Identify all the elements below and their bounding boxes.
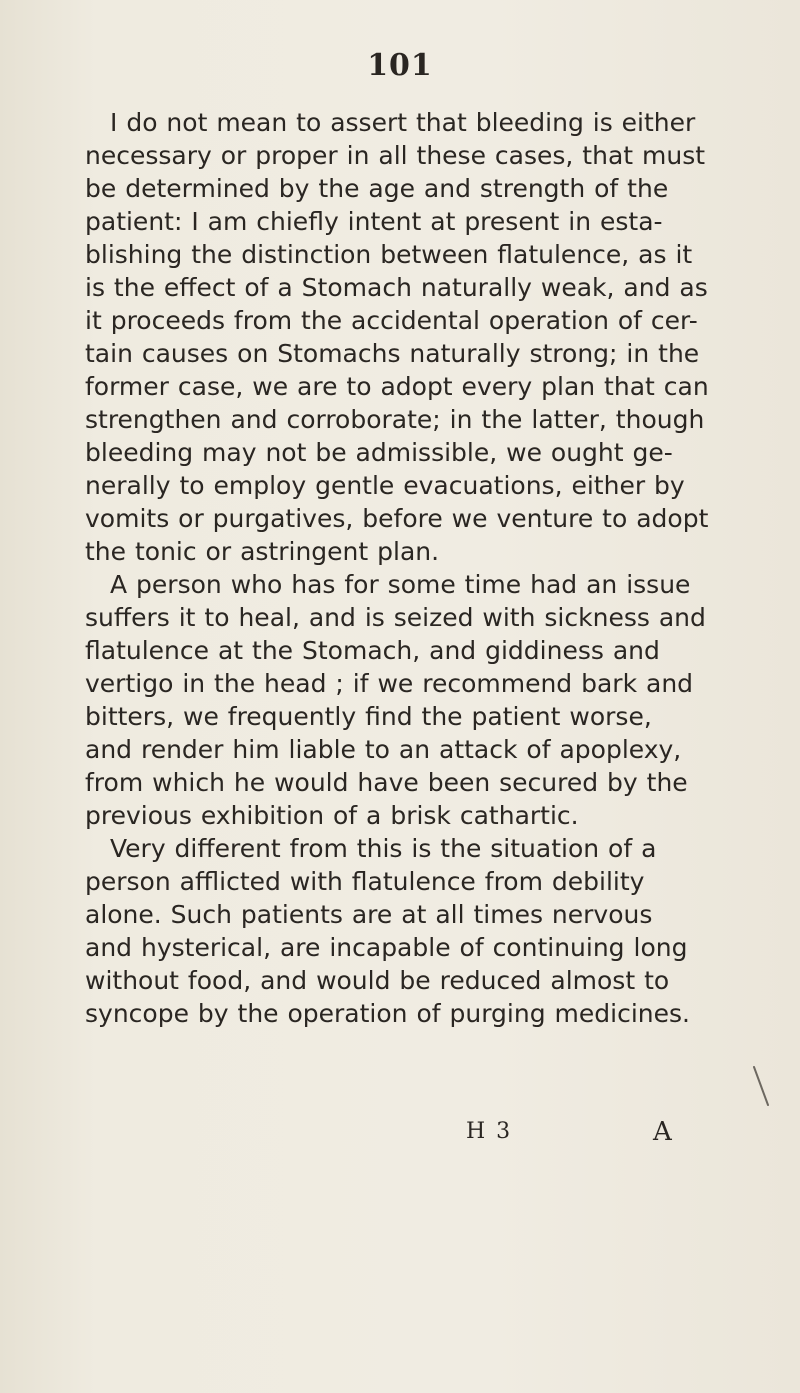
text-line: strengthen and corroborate; in the latter, though [85, 405, 705, 434]
text-line: alone. Such patients are at all times nervous [85, 900, 653, 929]
text-line: tain causes on Stomachs naturally strong; in the [85, 339, 700, 368]
text-line: A person who has for some time had an issue [110, 570, 691, 599]
text-line: and hysterical, are incapable of continuing long [85, 933, 688, 962]
text-line: previous exhibition of a brisk cathartic. [85, 801, 579, 830]
text-line: it proceeds from the accidental operation of cer- [85, 306, 698, 335]
text-line: former case, we are to adopt every plan that can [85, 372, 709, 401]
margin-pencil-mark [752, 1065, 772, 1125]
text-line: patient: I am chiefly intent at present in esta- [85, 207, 663, 236]
text-line: person afflicted with flatulence from debility [85, 867, 645, 896]
page-footer [0, 1119, 800, 1149]
text-line: nerally to employ gentle evacuations, either by [85, 471, 685, 500]
text-line: vertigo in the head ; if we recommend bark and [85, 669, 694, 698]
text-line: bitters, we frequently find the patient worse, [85, 702, 652, 731]
text-line: blishing the distinction between flatulence, as it [85, 240, 693, 269]
text-line: suffers it to heal, and is seized with sickness and [85, 603, 706, 632]
text-line: necessary or proper in all these cases, that must [85, 141, 706, 170]
text-line: from which he would have been secured by the [85, 768, 688, 797]
text-line: without food, and would be reduced almost to [85, 966, 670, 995]
text-line: syncope by the operation of purging medicines. [85, 999, 690, 1028]
text-line: Very different from this is the situation of a [110, 834, 657, 863]
page-number: 101 [367, 48, 433, 83]
text-line: bleeding may not be admissible, we ought ge- [85, 438, 673, 467]
text-line: and render him liable to an attack of apoplexy, [85, 735, 682, 764]
text-line: vomits or purgatives, before we venture to adopt [85, 504, 709, 533]
text-line: be determined by the age and strength of the [85, 174, 669, 203]
signature-mark: H 3 [466, 1119, 513, 1144]
text-line: the tonic or astringent plan. [85, 537, 440, 566]
text-line: I do not mean to assert that bleeding is either [110, 108, 696, 137]
text-line: flatulence at the Stomach, and giddiness and [85, 636, 660, 665]
text-line: is the effect of a Stomach naturally weak, and as [85, 273, 708, 302]
catchword: A [653, 1117, 672, 1147]
